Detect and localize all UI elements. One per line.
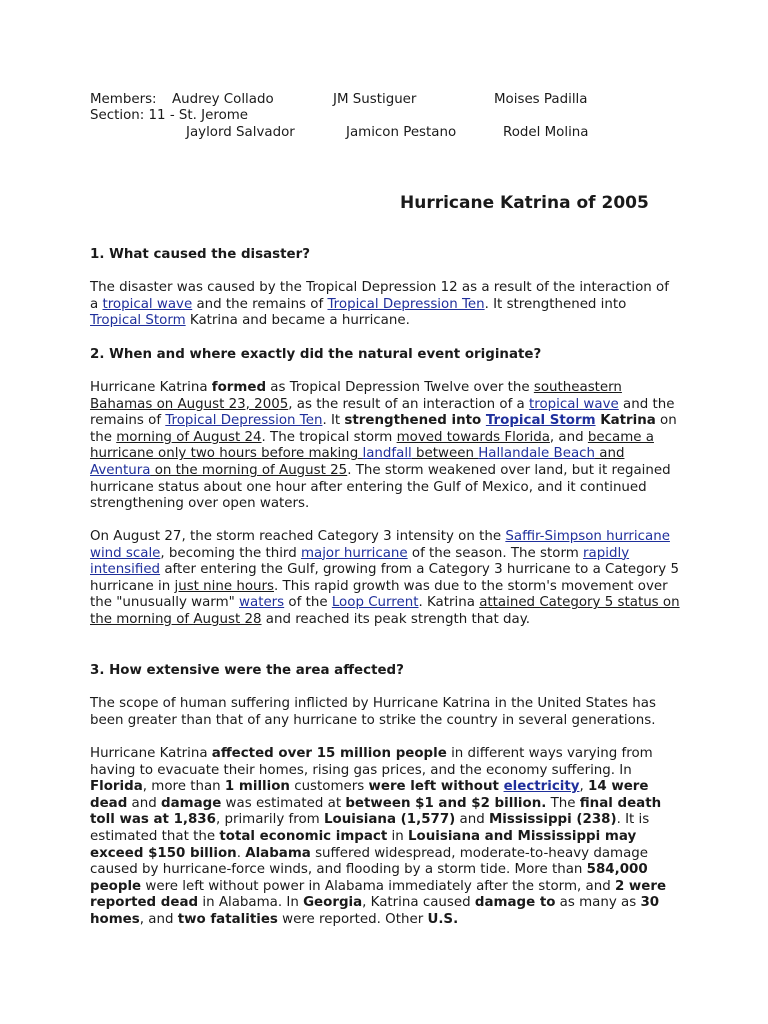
link-rapidly-intensified[interactable]: rapidly intensified xyxy=(90,545,630,578)
answer-3-paragraph-2: Hurricane Katrina affected over 15 million people in different ways varying from having to evacuate their homes, rising gas prices, and the economy suffering. In Florida, more than 1 million customers were left without electricity, 14 were dead and damage was estimated at between $1 and $2 billion. The final death toll was at 1,836, primarily from Louisiana (1,577) and Mississippi (238). It is estimated that the total economic impact in Louisiana and Mississippi may exceed $150 billion. Alabama suffered widespread, moderate-to-heavy damage caused by hurricane-force winds, and flooding by a storm tide. More than 584,000 people were left without power in Alabama immediately after the storm, and 2 were reported dead in Alabama. In Georgia, Katrina caused damage to as many as 30 homes, and two fatalities were reported. Other U.S. xyxy=(90,746,667,927)
link-morning-august-25[interactable]: on the morning of August 25 xyxy=(150,462,348,478)
member-name: Rodel Molina xyxy=(503,125,589,140)
member-name: Audrey Collado xyxy=(172,92,274,107)
link-waters[interactable]: waters xyxy=(239,595,285,611)
link-southeastern-bahamas[interactable]: southeastern Bahamas on August 23, 2005 xyxy=(90,380,622,412)
link-tropical-wave[interactable]: tropical wave xyxy=(102,296,193,312)
document-title: Hurricane Katrina of 2005 xyxy=(400,193,649,213)
member-name: JM Sustiguer xyxy=(333,92,417,107)
link-hallandale-beach[interactable]: Hallandale Beach xyxy=(478,446,595,462)
link-tropical-storm[interactable]: Tropical Storm xyxy=(485,413,596,429)
answer-2-paragraph-1: Hurricane Katrina formed as Tropical Depression Twelve over the southeastern Bahamas on August 23, 2005, as the result of an interaction of a tropical wave and the remains of Tropical Depression Ten. It strengthened into Tropical Storm Katrina on the morning of August 24. The tropical storm moved towards Florida, and became a hurricane only two hours before making landfall between Hallandale Beach and Aventura on the morning of August 25. The storm weakened over land, but it regained hurricane status about one hour after entering the Gulf of Mexico, and it continued strengthening over open waters. xyxy=(90,380,677,512)
link-electricity[interactable]: electricity xyxy=(503,779,580,795)
link-saffir-simpson[interactable]: Saffir-Simpson hurricane wind scale xyxy=(90,529,670,561)
member-name: Jaylord Salvador xyxy=(186,125,295,140)
link-category-5-status[interactable]: attained Category 5 status on the morning of August 28 xyxy=(90,595,680,627)
link-aventura[interactable]: Aventura xyxy=(90,462,151,478)
link-major-hurricane[interactable]: major hurricane xyxy=(300,545,408,561)
answer-2-paragraph-2: On August 27, the storm reached Category 3 intensity on the Saffir-Simpson hurricane wind scale, becoming the third major hurricane of the season. The storm rapidly intensified after entering the Gulf, growing from a Category 3 hurricane to a Category 5 hurricane in just nine hours. This rapid growth was due to the storm's movement over the "unusually warm" waters of the Loop Current. Katrina attained Category 5 status on the morning of August 28 and reached its peak strength that day. xyxy=(90,529,680,627)
link-tropical-storm[interactable]: Tropical Storm xyxy=(90,313,186,329)
section-label: Section: 11 - St. Jerome xyxy=(90,108,249,123)
question-3: 3. How extensive were the area affected? xyxy=(90,663,404,678)
link-tropical-wave[interactable]: tropical wave xyxy=(529,396,619,412)
link-tropical-depression-ten[interactable]: Tropical Depression Ten xyxy=(165,413,323,429)
link-became-hurricane[interactable]: became a hurricane only two hours before making xyxy=(90,429,654,462)
link-moved-towards-florida[interactable]: moved towards Florida xyxy=(396,429,550,445)
answer-1-paragraph: The disaster was caused by the Tropical Depression 12 as a result of the interaction of a tropical wave and the remains of Tropical Depression Ten. It strengthened into Tropical Storm Katrina and became a hurricane. xyxy=(90,280,669,329)
members-label: Members: xyxy=(90,92,157,107)
link-morning-august-24[interactable]: morning of August 24 xyxy=(116,429,262,445)
answer-3-paragraph-1: The scope of human suffering inflicted by Hurricane Katrina in the United States has been greater than that of any hurricane to strike the country in several generations. xyxy=(90,696,656,728)
member-name: Jamicon Pestano xyxy=(346,125,457,140)
question-1: 1. What caused the disaster? xyxy=(90,247,310,262)
link-landfall[interactable]: landfall xyxy=(362,446,412,462)
question-2: 2. When and where exactly did the natural event originate? xyxy=(90,347,542,362)
link-tropical-depression-ten[interactable]: Tropical Depression Ten xyxy=(327,296,485,312)
link-loop-current[interactable]: Loop Current xyxy=(331,595,419,611)
member-name: Moises Padilla xyxy=(494,92,588,107)
link-just-nine-hours[interactable]: just nine hours xyxy=(174,578,275,594)
